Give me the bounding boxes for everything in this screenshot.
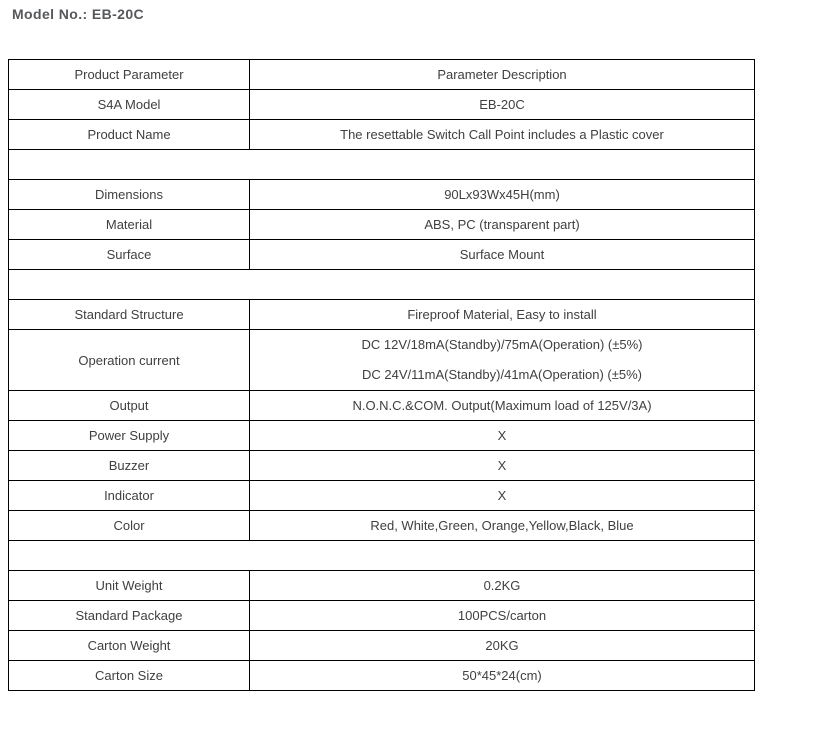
- desc-cell: Red, White,Green, Orange,Yellow,Black, Blue: [250, 511, 755, 541]
- table-row: [9, 330, 755, 391]
- desc-cell: EB-20C: [250, 90, 755, 120]
- desc-cell: X: [250, 421, 755, 451]
- param-cell: Product Name: [9, 120, 250, 150]
- desc-cell: 90Lx93Wx45H(mm): [250, 180, 755, 210]
- param-cell: Carton Size: [9, 661, 250, 691]
- spacer-cell: [9, 541, 755, 571]
- table-row: [9, 300, 755, 330]
- param-cell: Product Parameter: [9, 60, 250, 90]
- desc-cell: N.O.N.C.&COM. Output(Maximum load of 125V/3A): [250, 391, 755, 421]
- desc-cell: ABS, PC (transparent part): [250, 210, 755, 240]
- desc-cell: X: [250, 451, 755, 481]
- desc-cell: 0.2KG: [250, 571, 755, 601]
- param-cell: Material: [9, 210, 250, 240]
- param-cell: Power Supply: [9, 421, 250, 451]
- spacer-row: [9, 270, 755, 300]
- param-cell: Operation current: [9, 330, 250, 391]
- desc-cell: Fireproof Material, Easy to install: [250, 300, 755, 330]
- spacer-cell: [9, 150, 755, 180]
- table-row: [9, 571, 755, 601]
- desc-cell: X: [250, 481, 755, 511]
- desc-cell: 100PCS/carton: [250, 601, 755, 631]
- table-row: [9, 601, 755, 631]
- desc-line: DC 12V/18mA(Standby)/75mA(Operation) (±5%): [361, 337, 643, 352]
- param-cell: Indicator: [9, 481, 250, 511]
- model-number-label: Model No.: EB-20C: [12, 6, 145, 22]
- param-cell: Carton Weight: [9, 631, 250, 661]
- spacer-row: [9, 150, 755, 180]
- table-row: [9, 451, 755, 481]
- table-row: [9, 120, 755, 150]
- table-row: [9, 421, 755, 451]
- param-cell: Buzzer: [9, 451, 250, 481]
- param-cell: Dimensions: [9, 180, 250, 210]
- table-row: [9, 481, 755, 511]
- table-row: [9, 210, 755, 240]
- param-cell: Surface: [9, 240, 250, 270]
- spacer-cell: [9, 270, 755, 300]
- spec-table-body: [9, 60, 755, 691]
- table-row: [9, 661, 755, 691]
- table-row: [9, 60, 755, 90]
- param-cell: Output: [9, 391, 250, 421]
- param-cell: S4A Model: [9, 90, 250, 120]
- table-row: [9, 240, 755, 270]
- desc-line: DC 24V/11mA(Standby)/41mA(Operation) (±5%): [361, 367, 642, 382]
- table-row: [9, 90, 755, 120]
- desc-cell: 20KG: [250, 631, 755, 661]
- spacer-row: [9, 541, 755, 571]
- desc-cell: Surface Mount: [250, 240, 755, 270]
- desc-cell: Parameter Description: [250, 60, 755, 90]
- param-cell: Color: [9, 511, 250, 541]
- product-spec-table: [8, 59, 755, 691]
- desc-cell: The resettable Switch Call Point includes a Plastic cover: [250, 120, 755, 150]
- desc-cell: [250, 330, 755, 391]
- table-row: [9, 631, 755, 661]
- table-row: [9, 180, 755, 210]
- table-row: [9, 391, 755, 421]
- param-cell: Standard Structure: [9, 300, 250, 330]
- table-row: [9, 511, 755, 541]
- param-cell: Unit Weight: [9, 571, 250, 601]
- desc-cell: 50*45*24(cm): [250, 661, 755, 691]
- param-cell: Standard Package: [9, 601, 250, 631]
